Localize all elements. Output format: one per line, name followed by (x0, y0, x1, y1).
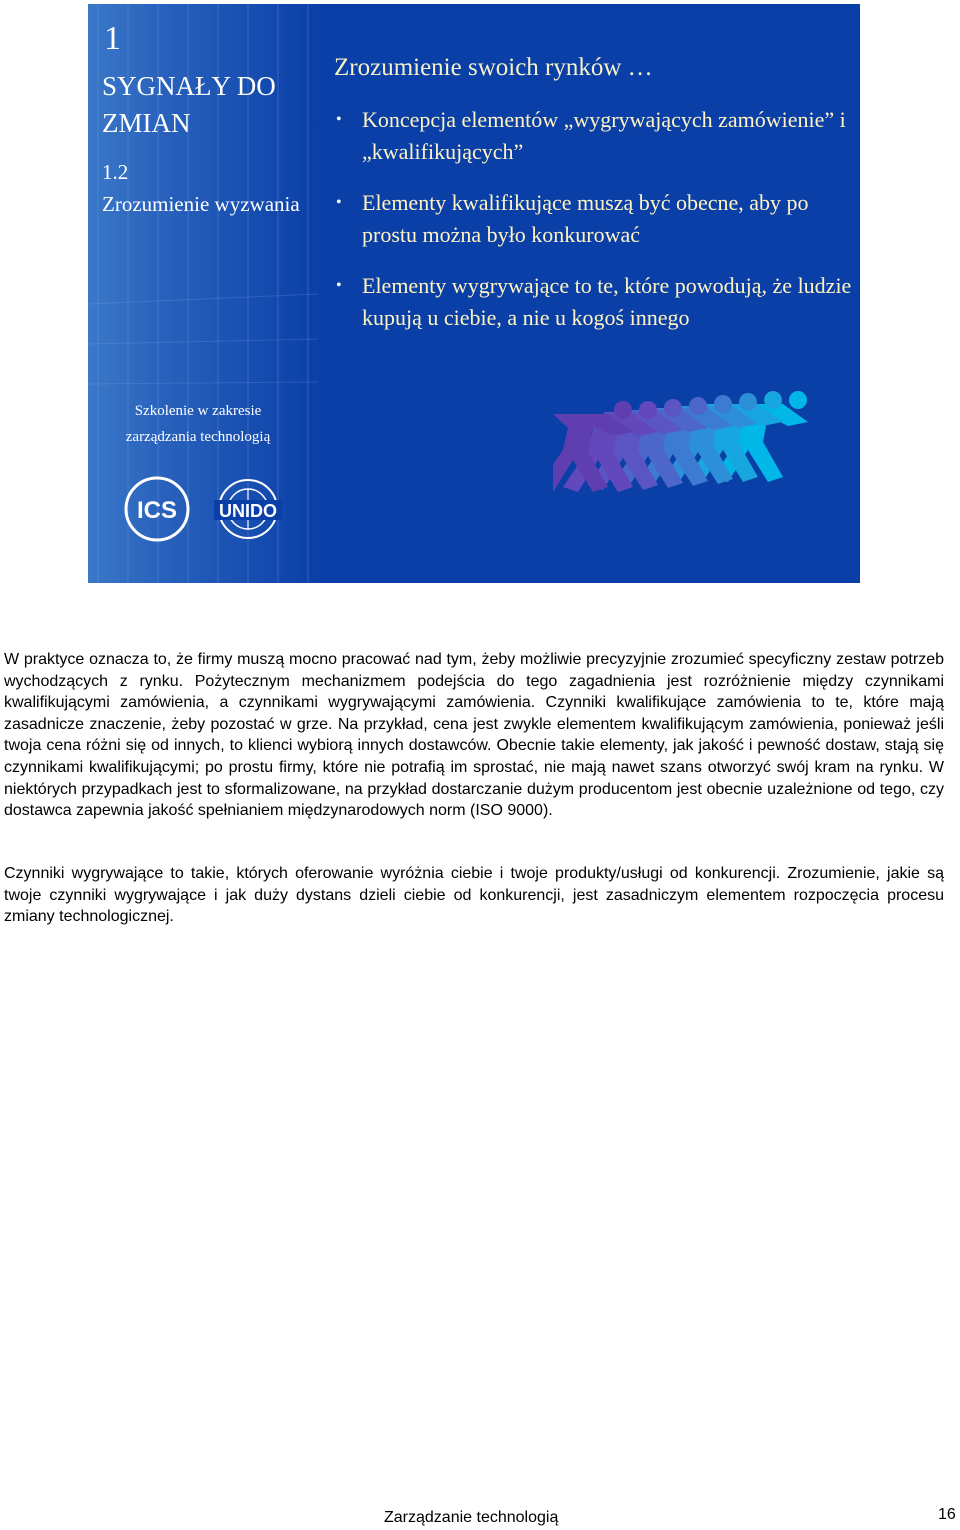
slide-bullet (334, 187, 854, 251)
page-number: 16 (938, 1506, 956, 1523)
bullet-dot-icon: • (336, 277, 342, 294)
bullet-dot-icon: • (336, 194, 342, 211)
slide-title: Zrozumienie swoich rynków … (334, 54, 653, 81)
section-number: 1 (104, 20, 121, 57)
runners-illustration-icon (553, 382, 823, 494)
presentation-slide (88, 4, 860, 583)
slide-bullet-list (334, 104, 854, 353)
unido-logo-icon (210, 476, 286, 542)
bullet-text: Elementy kwalifikujące muszą być obecne, aby po prostu można było konkurować (362, 190, 809, 247)
slide-bullet (334, 104, 854, 168)
unido-logo-text: UNIDO (219, 501, 277, 521)
section-title: SYGNAŁY DO ZMIAN (102, 71, 276, 138)
training-label: Szkolenie w zakresie zarządzania technologią (125, 403, 271, 445)
subsection-number: 1.2 (102, 160, 129, 184)
bullet-text: Koncepcja elementów „wygrywających zamówienie” i „kwalifikujących” (362, 107, 846, 164)
body-paragraph: Czynniki wygrywające to takie, których oferowanie wyróżnia ciebie i twoje produkty/usługi od konkurencji. Zrozumienie, jakie są twoje czynniki wygrywające i jak duży dystans dzieli ciebie od konkurencji, jest zasadniczym elementem rozpoczęcia procesu zmiany technologicznej. (4, 865, 944, 926)
body-paragraph: W praktyce oznacza to, że firmy muszą mocno pracować nad tym, żeby możliwie precyzyjnie zrozumieć specyficzny zestaw potrzeb wychodzących z rynku. Pożytecznym mechanizmem podejścia do tego zagadnienia jest rozróżnienie między czynnikami kwalifikującymi zamówienia, a czynnikami wygrywającymi zamówienia. Czynniki kwalifikujące zamówienia to te, które mają zasadnicze znaczenie, żeby pozostać w grze. Na przykład, cena jest zwykle elementem kwalifikującym zamówienia, ponieważ jeśli twoja cena różni się od innych, to klienci wybiorą innych dostawców. Obecnie takie elementy, jak jakość i pewność dostaw, stają się czynnikami kwalifikującymi; po prostu firmy, które nie potrafią im sprostać, nie mają nawet szans otworzyć swój kram na rynku. W niektórych przypadkach jest to sformalizowane, na przykład dostarczanie dużym producentom jest obecnie uzależnione od tego, czy dostawca zapewnia jakość spełnianiem międzynarodowych norm (ISO 9000). (4, 651, 944, 820)
subsection-title: Zrozumienie wyzwania (102, 192, 300, 216)
ics-logo-text: ICS (136, 497, 178, 524)
slide-bullet (334, 270, 854, 334)
bullet-text: Elementy wygrywające to te, które powodują, że ludzie kupują u ciebie, a nie u kogoś innego (362, 273, 852, 330)
footer-title: Zarządzanie technologią (384, 1509, 559, 1526)
ics-logo-icon (124, 476, 190, 542)
bullet-dot-icon: • (336, 111, 342, 128)
